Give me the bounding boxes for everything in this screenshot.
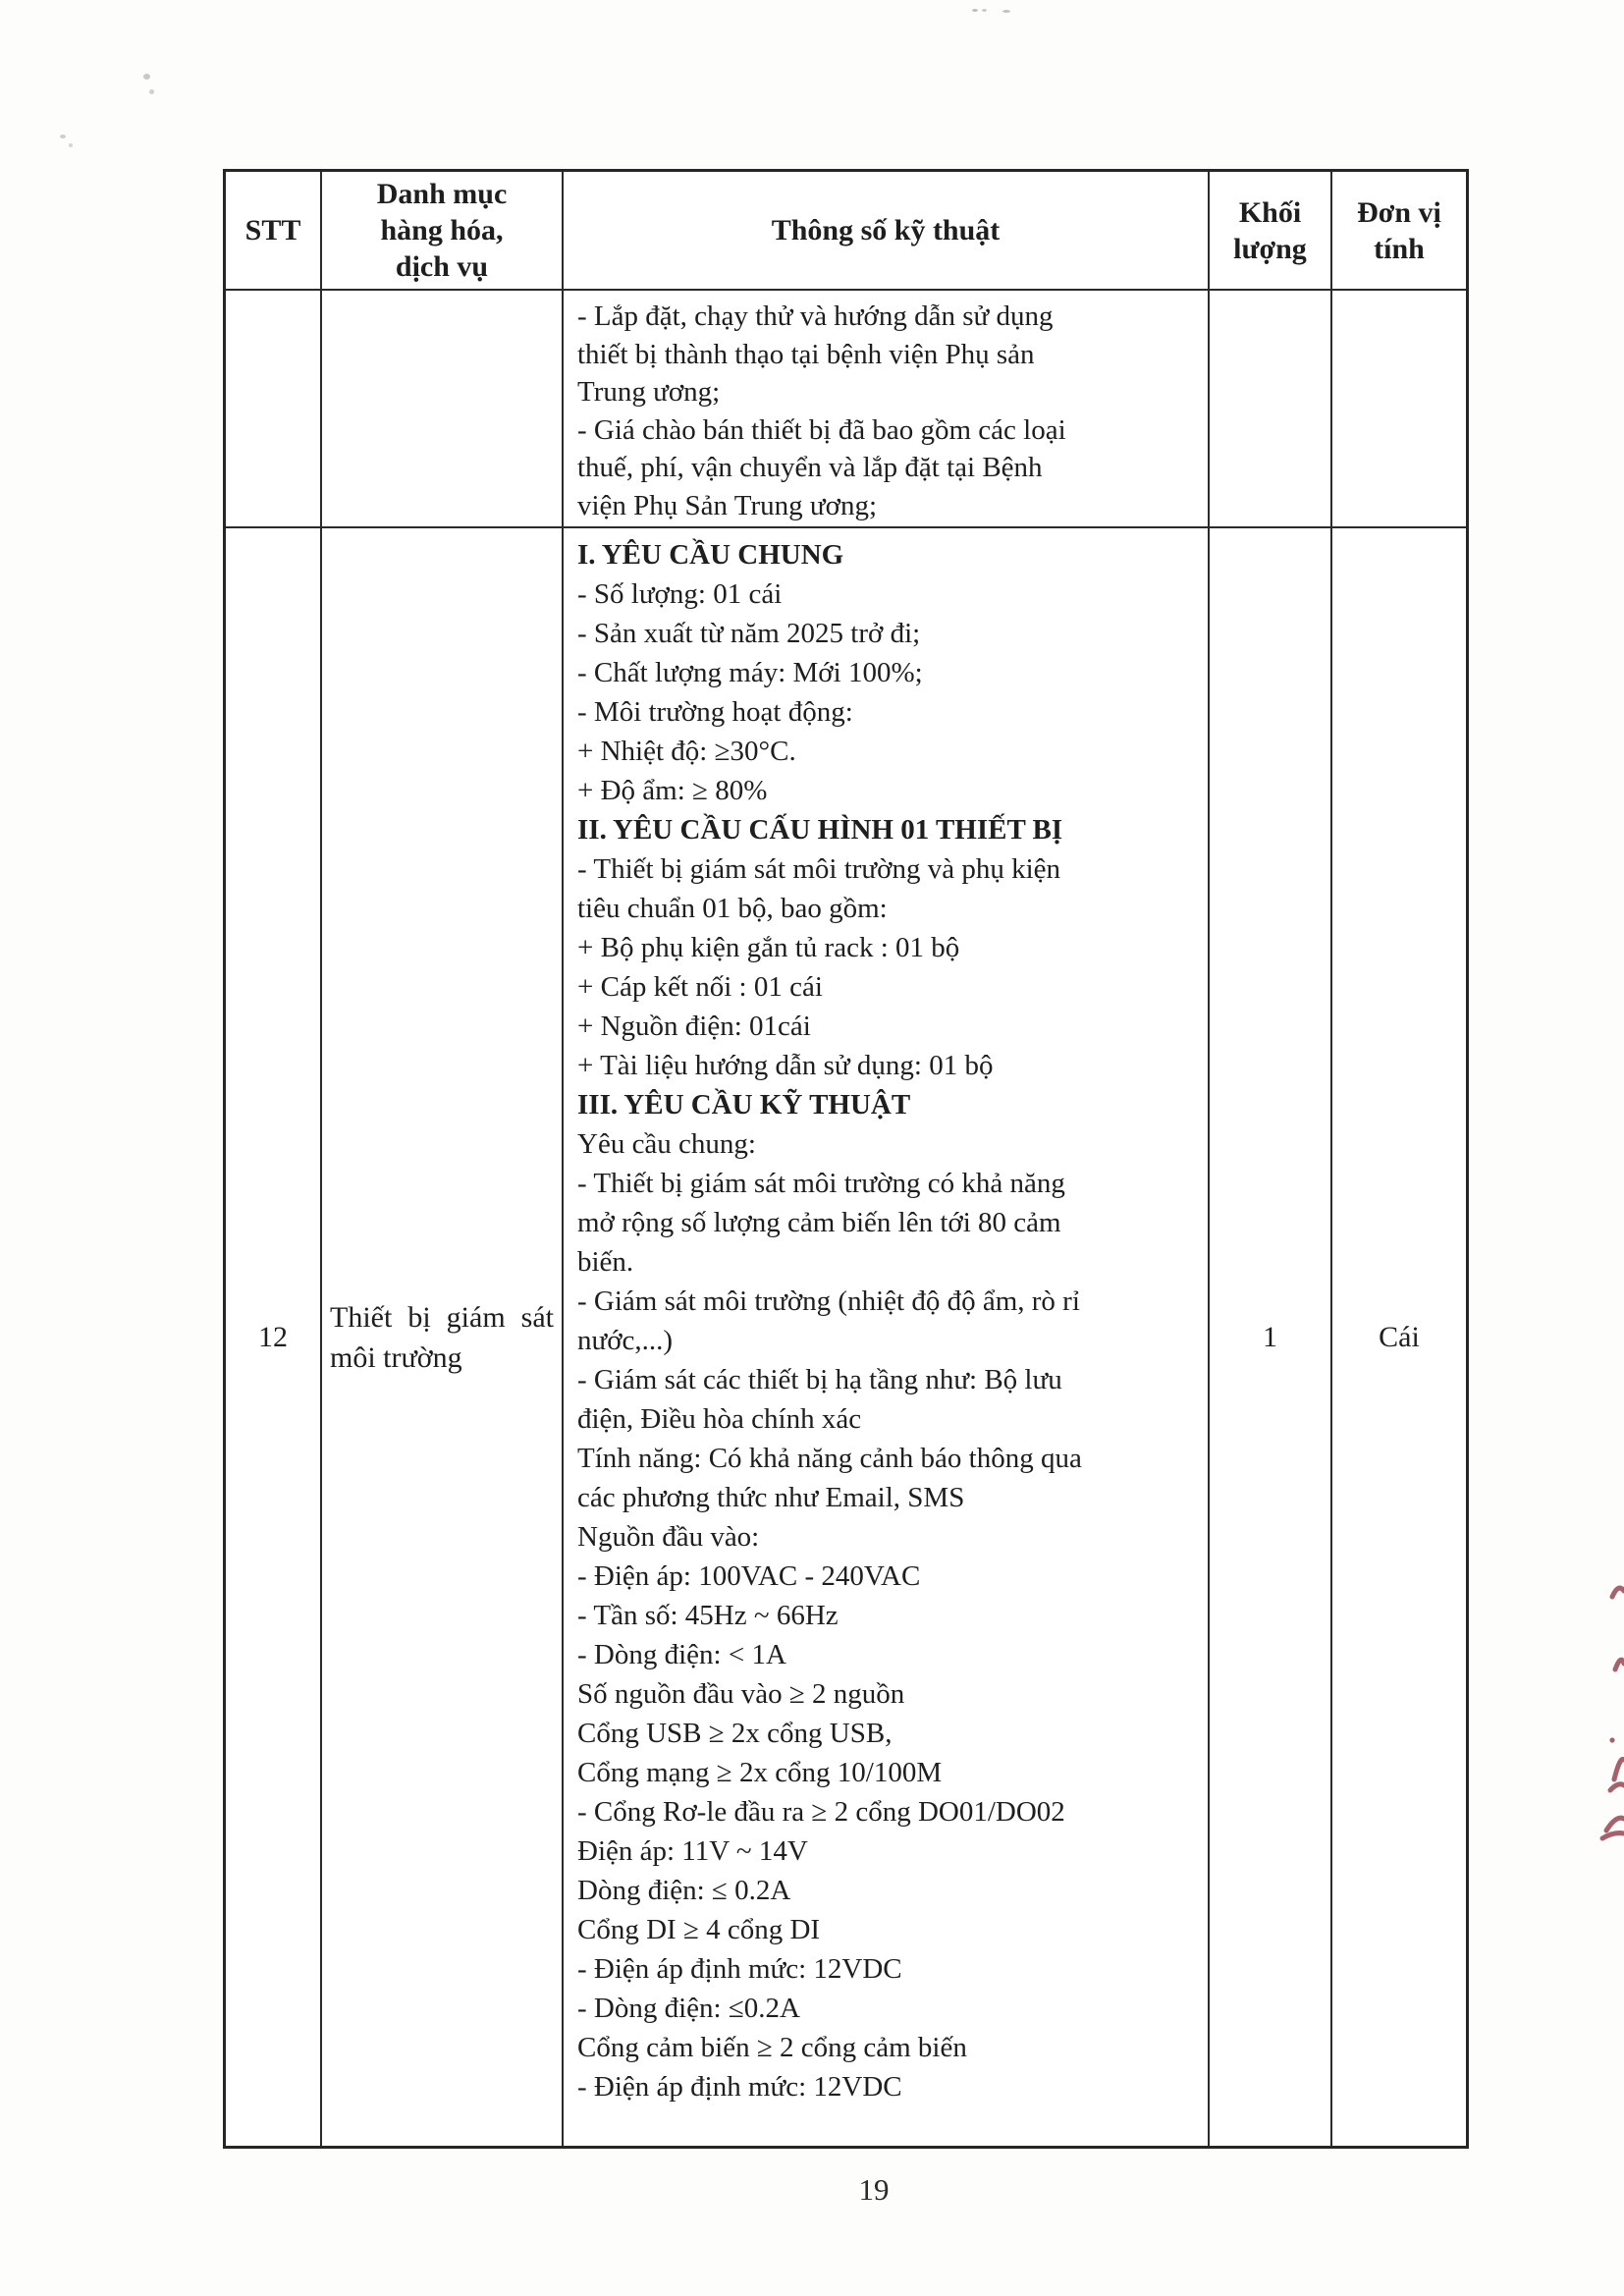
spec-line: - Dòng điện: ≤0.2A bbox=[577, 1993, 800, 2024]
spec-line: - Điện áp: 100VAC - 240VAC bbox=[577, 1560, 921, 1592]
spec-line: Cổng mạng ≥ 2x cổng 10/100M bbox=[577, 1757, 943, 1788]
quantity-value: 1 bbox=[1263, 1320, 1277, 1353]
spec-line: - Số lượng: 01 cái bbox=[577, 578, 783, 610]
spec-line: Cổng DI ≥ 4 cổng DI bbox=[577, 1914, 821, 1945]
header-label: Khối lượng bbox=[1233, 195, 1307, 265]
page-number: 19 bbox=[858, 2172, 890, 2207]
spec-line: III. YÊU CẦU KỸ THUẬT bbox=[577, 1089, 911, 1121]
scan-speck bbox=[1002, 10, 1010, 13]
spec-line: mở rộng số lượng cảm biến lên tới 80 cảm bbox=[577, 1207, 1061, 1238]
spec-line: Trung ương; bbox=[577, 376, 721, 408]
spec-line: - Điện áp định mức: 12VDC bbox=[577, 2071, 902, 2103]
scan-speck bbox=[149, 89, 154, 94]
row1-unit-cell bbox=[1332, 291, 1466, 528]
spec-line: Số nguồn đầu vào ≥ 2 nguồn bbox=[577, 1678, 905, 1710]
spec-line: Nguồn đầu vào: bbox=[577, 1521, 760, 1553]
spec-line: Cổng cảm biến ≥ 2 cổng cảm biến bbox=[577, 2032, 967, 2063]
spec-line: - Môi trường hoạt động: bbox=[577, 696, 853, 728]
row2-qty-cell bbox=[1210, 528, 1332, 2146]
header-label: Thông số kỹ thuật bbox=[771, 214, 1001, 246]
header-danh-muc bbox=[322, 172, 564, 291]
spec-line: Yêu cầu chung: bbox=[577, 1128, 756, 1160]
row1-spec-cell bbox=[564, 291, 1210, 528]
header-khoi-luong bbox=[1210, 172, 1332, 291]
spec-line: Cổng USB ≥ 2x cổng USB, bbox=[577, 1718, 893, 1749]
spec-line: - Dòng điện: < 1A bbox=[577, 1639, 786, 1670]
row2-unit-cell bbox=[1332, 528, 1466, 2146]
spec-line: - Giám sát các thiết bị hạ tầng như: Bộ lưu bbox=[577, 1364, 1062, 1395]
spec-line: - Cổng Rơ-le đầu ra ≥ 2 cổng DO01/DO02 bbox=[577, 1796, 1065, 1828]
spec-line: Điện áp: 11V ~ 14V bbox=[577, 1835, 808, 1867]
scan-speck bbox=[972, 9, 978, 12]
spec-line: Dòng điện: ≤ 0.2A bbox=[577, 1875, 791, 1906]
header-label: Danh mục hàng hóa, dịch vụ bbox=[376, 178, 508, 283]
spec-line: - Chất lượng máy: Mới 100%; bbox=[577, 657, 923, 688]
row2-spec-cell bbox=[564, 528, 1210, 2146]
spec-line: - Lắp đặt, chạy thử và hướng dẫn sử dụng bbox=[577, 301, 1054, 332]
spec-line: Tính năng: Có khả năng cảnh báo thông qua bbox=[577, 1443, 1082, 1474]
scan-speck bbox=[982, 9, 987, 12]
spec-line: + Tài liệu hướng dẫn sử dụng: 01 bộ bbox=[577, 1050, 994, 1081]
spec-line: + Nhiệt độ: ≥30°C. bbox=[577, 736, 796, 767]
spec-line: - Thiết bị giám sát môi trường có khả năng bbox=[577, 1168, 1065, 1199]
scan-speck bbox=[60, 135, 66, 138]
row1-item-cell bbox=[322, 291, 564, 528]
item-name: Thiết bị giám sát môi trường bbox=[330, 1300, 554, 1374]
spec-line: các phương thức như Email, SMS bbox=[577, 1482, 965, 1513]
spec-line: + Nguồn điện: 01cái bbox=[577, 1011, 811, 1042]
spec-line: I. YÊU CẦU CHUNG bbox=[577, 539, 844, 571]
unit-value: Cái bbox=[1379, 1320, 1420, 1353]
row2-item-cell bbox=[322, 528, 564, 2146]
spec-line: - Giá chào bán thiết bị đã bao gồm các loại bbox=[577, 413, 1066, 446]
spec-line: - Thiết bị giám sát môi trường và phụ kiện bbox=[577, 853, 1061, 885]
spec-line: - Giám sát môi trường (nhiệt độ độ ẩm, rò rỉ bbox=[577, 1285, 1080, 1317]
spec-line: viện Phụ Sản Trung ương; bbox=[577, 489, 877, 521]
spec-line: + Độ ẩm: ≥ 80% bbox=[577, 775, 768, 806]
spec-line: II. YÊU CẦU CẤU HÌNH 01 THIẾT BỊ bbox=[577, 814, 1063, 846]
spec-line: + Bộ phụ kiện gắn tủ rack : 01 bộ bbox=[577, 932, 960, 963]
spec-line: điện, Điều hòa chính xác bbox=[577, 1403, 862, 1435]
row1-qty-cell bbox=[1210, 291, 1332, 528]
spec-line: nước,...) bbox=[577, 1325, 674, 1356]
row-number: 12 bbox=[258, 1320, 288, 1353]
header-label: STT bbox=[244, 214, 301, 246]
row1-stt-cell bbox=[226, 291, 322, 528]
spec-line: thiết bị thành thạo tại bệnh viện Phụ sản bbox=[577, 338, 1035, 370]
handwriting-marks-icon bbox=[1569, 1552, 1624, 1866]
spec-line: thuế, phí, vận chuyển và lắp đặt tại Bệnh bbox=[577, 452, 1043, 483]
spec-line: - Tần số: 45Hz ~ 66Hz bbox=[577, 1600, 839, 1631]
scan-speck bbox=[69, 143, 73, 147]
header-thong-so bbox=[564, 172, 1210, 291]
spec-line: + Cáp kết nối : 01 cái bbox=[577, 971, 823, 1003]
header-label: Đơn vị tính bbox=[1357, 195, 1441, 265]
spec-line: - Sản xuất từ năm 2025 trở đi; bbox=[577, 618, 921, 649]
row2-stt-cell bbox=[226, 528, 322, 2146]
spec-table bbox=[223, 169, 1469, 2149]
header-don-vi-tinh bbox=[1332, 172, 1466, 291]
spec-line: biến. bbox=[577, 1246, 634, 1278]
spec-line: tiêu chuẩn 01 bộ, bao gồm: bbox=[577, 893, 888, 924]
header-stt bbox=[226, 172, 322, 291]
spec-line: - Điện áp định mức: 12VDC bbox=[577, 1953, 902, 1985]
scan-speck bbox=[143, 74, 150, 80]
